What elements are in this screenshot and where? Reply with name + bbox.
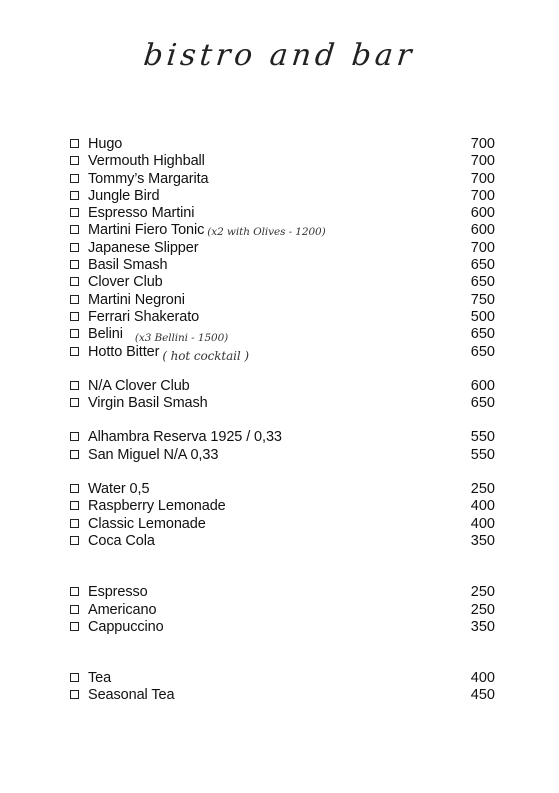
menu-item (70, 240, 495, 257)
menu-item (70, 153, 495, 170)
menu-item (70, 516, 495, 533)
item-price: 750 (470, 291, 495, 308)
item-price: 250 (470, 601, 495, 618)
item-checkbox[interactable] (70, 174, 79, 183)
item-price: 400 (470, 498, 495, 515)
item-name: Hugo (88, 136, 123, 152)
item-price: 600 (470, 222, 495, 239)
item-price: 350 (470, 618, 495, 635)
item-checkbox[interactable] (70, 260, 79, 269)
item-price: 700 (470, 187, 495, 204)
item-checkbox[interactable] (70, 381, 79, 390)
item-price: 650 (470, 343, 495, 360)
item-name: Hotto Bitter (88, 343, 160, 360)
item-price: 550 (470, 429, 495, 446)
menu-item (70, 326, 495, 343)
item-checkbox[interactable] (70, 312, 79, 321)
item-price: 450 (470, 687, 495, 704)
menu-item (70, 188, 495, 205)
item-price: 700 (470, 136, 495, 152)
menu-item (70, 602, 495, 619)
item-price: 250 (470, 584, 495, 601)
item-price: 650 (470, 395, 495, 412)
item-price: 700 (470, 239, 495, 256)
item-name: Espresso Martini (88, 205, 195, 222)
item-checkbox[interactable] (70, 295, 79, 304)
item-name: Coca Cola (88, 532, 155, 549)
item-name: Seasonal Tea (88, 687, 175, 704)
menu-item (70, 292, 495, 309)
item-name: Belini (88, 326, 123, 343)
item-checkbox[interactable] (70, 329, 79, 338)
item-checkbox[interactable] (70, 398, 79, 407)
item-price: 550 (470, 446, 495, 463)
menu-item (70, 309, 495, 326)
menu-item (70, 670, 495, 687)
menu-item (70, 584, 495, 601)
menu-item (70, 429, 495, 446)
item-price: 650 (470, 326, 495, 343)
item-name: Jungle Bird (88, 187, 160, 204)
item-price: 600 (470, 377, 495, 394)
item-name: Water 0,5 (88, 481, 150, 498)
item-name: N/A Clover Club (88, 377, 190, 394)
item-checkbox[interactable] (70, 191, 79, 200)
item-price: 650 (470, 274, 495, 291)
menu-group-soft-drinks (70, 481, 495, 550)
item-checkbox[interactable] (70, 622, 79, 631)
item-name: Classic Lemonade (88, 515, 206, 532)
menu-group-cocktails (70, 136, 495, 361)
item-checkbox[interactable] (70, 536, 79, 545)
menu-item (70, 619, 495, 636)
item-price: 400 (470, 515, 495, 532)
menu-item (70, 687, 495, 704)
item-name: Ferrari Shakerato (88, 308, 200, 325)
item-checkbox[interactable] (70, 450, 79, 459)
menu-item (70, 205, 495, 222)
menu-item (70, 533, 495, 550)
menu-group-beer (70, 429, 495, 464)
item-checkbox[interactable] (70, 347, 79, 356)
item-checkbox[interactable] (70, 208, 79, 217)
item-price: 700 (470, 170, 495, 187)
menu-item (70, 171, 495, 188)
item-name: Americano (88, 601, 157, 618)
menu-item (70, 447, 495, 464)
item-name: Alhambra Reserva 1925 / 0,33 (88, 429, 282, 446)
item-note: ( hot cocktail ) (162, 348, 249, 363)
item-name: Tea (88, 670, 112, 687)
item-price: 500 (470, 308, 495, 325)
item-checkbox[interactable] (70, 156, 79, 165)
item-name: Martini Negroni (88, 291, 185, 308)
item-checkbox[interactable] (70, 277, 79, 286)
item-price: 600 (470, 205, 495, 222)
menu-group-tea (70, 670, 495, 705)
item-name: Raspberry Lemonade (88, 498, 226, 515)
item-checkbox[interactable] (70, 673, 79, 682)
item-checkbox[interactable] (70, 605, 79, 614)
menu-item (70, 498, 495, 515)
item-checkbox[interactable] (70, 587, 79, 596)
menu-list (70, 136, 495, 705)
menu-item (70, 344, 495, 361)
item-name: Martini Fiero Tonic (88, 222, 205, 239)
item-checkbox[interactable] (70, 139, 79, 148)
item-checkbox[interactable] (70, 225, 79, 234)
menu-item (70, 257, 495, 274)
item-note: (x3 Bellini - 1500) (134, 332, 229, 345)
item-checkbox[interactable] (70, 432, 79, 441)
item-name: Vermouth Highball (88, 153, 205, 170)
item-name: Cappuccino (88, 618, 164, 635)
item-name: San Miguel N/A 0,33 (88, 446, 219, 463)
item-checkbox[interactable] (70, 243, 79, 252)
menu-group-na-cocktails (70, 378, 495, 413)
menu-item (70, 481, 495, 498)
item-price: 250 (470, 481, 495, 498)
menu-item (70, 378, 495, 395)
item-checkbox[interactable] (70, 690, 79, 699)
item-note: (x2 with Olives - 1200) (207, 226, 326, 239)
item-name: Basil Smash (88, 257, 168, 274)
page-title: bistro and bar (141, 38, 418, 73)
item-checkbox[interactable] (70, 501, 79, 510)
menu-item (70, 136, 495, 153)
item-price: 650 (470, 257, 495, 274)
item-name: Clover Club (88, 274, 163, 291)
menu-item (70, 222, 495, 239)
item-name: Japanese Slipper (88, 239, 199, 256)
item-price: 350 (470, 532, 495, 549)
item-name: Tommy’s Margarita (88, 170, 209, 187)
item-price: 700 (470, 153, 495, 170)
item-name: Virgin Basil Smash (88, 395, 208, 412)
menu-item (70, 395, 495, 412)
item-checkbox[interactable] (70, 484, 79, 493)
item-price: 400 (470, 670, 495, 687)
menu-item (70, 274, 495, 291)
menu-group-coffee (70, 584, 495, 636)
item-name: Espresso (88, 584, 148, 601)
item-checkbox[interactable] (70, 519, 79, 528)
